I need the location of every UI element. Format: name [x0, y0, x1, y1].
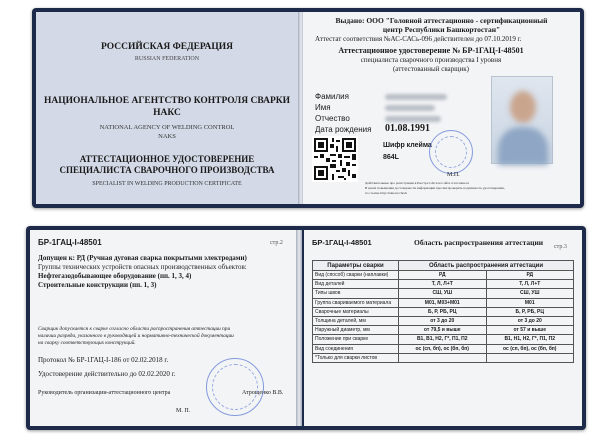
param-cell: Вид (способ) сварки (наплавки): [313, 271, 399, 280]
birthdate-value: 01.08.1991: [385, 123, 430, 134]
page-number-2: стр.2: [270, 240, 283, 246]
admission-page: [30, 230, 296, 426]
oil-gas-equipment: Нефтегазодобывающее оборудование (пп. 1, 3, 4): [38, 272, 192, 280]
firstname-label: Имя: [315, 103, 331, 112]
value-cell: от 79,5 и выше: [399, 326, 487, 335]
country-title: РОССИЙСКАЯ ФЕДЕРАЦИЯ: [100, 42, 234, 52]
value-cell: В1, В1, Н2, Г*, П1, П2: [399, 335, 487, 344]
verify-notice: В целях повышения достоверности информации просим проверить подлинность удостоверения,: [365, 186, 505, 190]
value-cell: от 3 до 20: [399, 316, 487, 325]
specialist-level: специалиста сварочного производства I уровня: [360, 56, 502, 64]
country-title-en: RUSSIAN FEDERATION: [134, 56, 200, 62]
issued-by: Выдано: ООО "Головной аттестационно - сертификационный: [335, 16, 548, 25]
certificate-subtitle: СПЕЦИАЛИСТА СВАРОЧНОГО ПРОИЗВОДСТВА: [59, 165, 275, 175]
value-cell: ос (сп, бп), ос (бп, бп): [399, 344, 487, 353]
holder-photo: [491, 76, 553, 164]
table-row: [313, 289, 574, 298]
agency-title: НАЦИОНАЛЬНОЕ АГЕНТСТВО КОНТРОЛЯ СВАРКИ: [43, 96, 291, 106]
valid-until: Удостоверение действительно до 02.02.2020 г.: [38, 370, 176, 378]
value-cell: [399, 353, 487, 362]
param-cell: *Только для сварки листов: [313, 353, 399, 362]
birthdate-label: Дата рождения: [315, 125, 372, 134]
column-header-params: Параметры сварки: [313, 261, 399, 271]
value-cell-2: ос (сп, бп), ос (бп, бп): [486, 344, 574, 353]
issued-by-center: центр Республики Башкортостан": [382, 25, 501, 34]
verify-link: по ссылке http://naks.ru/check: [365, 191, 408, 195]
issue-page: [303, 12, 580, 204]
admission-number: БР-1ГАЦ-I-48501: [38, 238, 102, 247]
certificate-title-en: SPECIALIST IN WELDING PRODUCTION CERTIFICATE: [92, 181, 242, 187]
param-cell: Наружный диаметр, мм: [313, 326, 399, 335]
seal-stamp-2: [206, 358, 264, 416]
agency-abbr-en: NAKS: [158, 133, 176, 140]
stamp-code-value: 864L: [383, 154, 399, 161]
param-cell: Вид деталей: [313, 280, 399, 289]
building-structures: Строительные конструкции (пп. 1, 3): [38, 281, 157, 289]
value-cell-2: М01: [486, 298, 574, 307]
table-row: [313, 280, 574, 289]
device-groups: Группы технических устройств опасных производственных объектов:: [38, 263, 247, 271]
table-row: [313, 298, 574, 307]
certificate-title: АТТЕСТАЦИОННОЕ УДОСТОВЕРЕНИЕ: [79, 154, 255, 164]
value-cell: РД: [399, 271, 487, 280]
note-line-2: наличии разряда, указанного в руководящей и нормативно-технической документации: [38, 333, 234, 339]
param-cell: Толщина деталей, мм: [313, 316, 399, 325]
value-cell: СШ, УШ: [399, 289, 487, 298]
page-number-3: стр.3: [554, 244, 567, 250]
param-cell: Вид соединения: [313, 344, 399, 353]
table-row: [313, 344, 574, 353]
spine-bottom: [296, 230, 302, 426]
value-cell-2: Б, Р, РБ, РЦ: [486, 307, 574, 316]
attestation-line: Аттестат соответствия №АС-САСь-096 действителен до 07.10.2019 г.: [315, 35, 522, 43]
value-cell-2: [486, 353, 574, 362]
firstname-value: [385, 105, 435, 111]
table-row: [313, 307, 574, 316]
value-cell: М01, М03+М01: [399, 298, 487, 307]
area-title: Область распространения аттестации: [414, 238, 544, 247]
param-cell: Положение при сварке: [313, 335, 399, 344]
patronymic-value: [385, 116, 441, 122]
column-header-area: Область распространения аттестации: [399, 261, 574, 271]
patronymic-label: Отчество: [315, 114, 350, 123]
table-row: [313, 271, 574, 280]
lastname-label: Фамилия: [315, 92, 349, 101]
area-page: [304, 230, 582, 426]
value-cell-2: от 57 и выше: [486, 326, 574, 335]
param-cell: Группа свариваемого материала: [313, 298, 399, 307]
agency-title-en: NATIONAL AGENCY OF WELDING CONTROL: [99, 124, 235, 131]
value-cell-2: В1, Н1, Н2, Г*, П1, П2: [486, 335, 574, 344]
note-line-1: Сварщик допускается к сварке согласно области распространения аттестации при: [38, 326, 231, 332]
table-row: [313, 353, 574, 362]
registry-notice: Действительные про регистрации в Реестре САСв на сайте www.naks.ru: [365, 181, 469, 185]
lastname-value: [385, 94, 447, 100]
seal-mark: М.П.: [447, 172, 460, 178]
table-row: [313, 335, 574, 344]
param-cell: Сварочные материалы: [313, 307, 399, 316]
center-head: Руководитель организации-аттестационного центра: [38, 390, 171, 396]
admitted-to: Допущен к: РД (Ручная дуговая сварка покрытыми электродами): [38, 254, 247, 262]
param-cell: Типы швов: [313, 289, 399, 298]
certificate-number: Аттестационное удостоверение № БР-1ГАЦ-I-48501: [338, 46, 524, 55]
table-row: [313, 326, 574, 335]
note-line-3: на сварку соответствующих конструкций.: [38, 340, 136, 346]
value-cell: Б, Р, РБ, РЦ: [399, 307, 487, 316]
value-cell-2: РД: [486, 271, 574, 280]
value-cell-2: Т, Л, Л+Т: [486, 280, 574, 289]
value-cell-2: СШ, УШ: [486, 289, 574, 298]
table-row: [313, 316, 574, 325]
center-head-name: Атрощенко В.В.: [242, 390, 284, 396]
cover-page: [36, 12, 298, 204]
agency-abbr: НАКС: [153, 108, 181, 118]
stamp-code-label: Шифр клейма: [383, 142, 432, 149]
qr-code: [312, 136, 358, 182]
value-cell: Т, Л, Л+Т: [399, 280, 487, 289]
protocol-number: Протокол № БР-1ГАЦ-I-186 от 02.02.2018 г.: [38, 356, 169, 364]
seal-mark-2: М. П.: [176, 408, 191, 414]
value-cell-2: от 3 до 20: [486, 316, 574, 325]
attestation-area-table: [312, 260, 574, 363]
specialist-type: (аттестованный сварщик): [392, 65, 470, 73]
area-number: БР-1ГАЦ-I-48501: [312, 238, 372, 247]
seal-stamp: [429, 130, 473, 174]
